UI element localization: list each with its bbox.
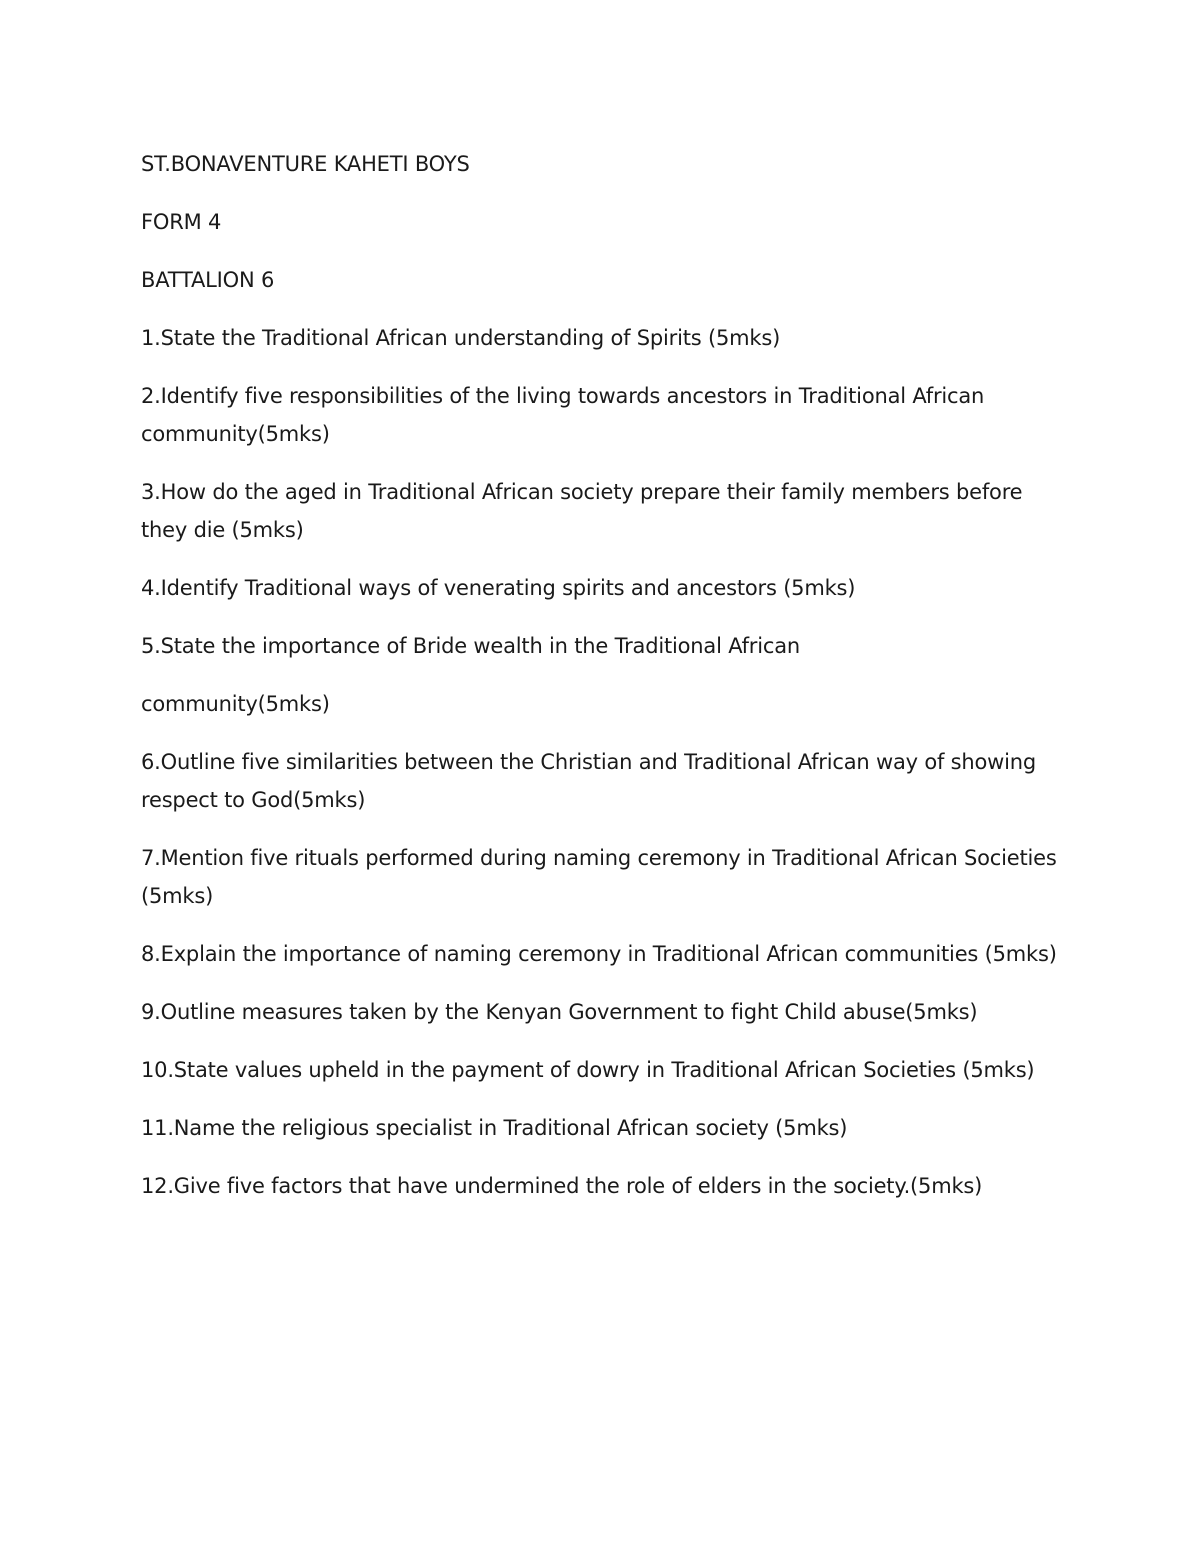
question-12: 12.Give five factors that have undermined the role of elders in the society.(5mks) (141, 1174, 983, 1198)
question-4: 4.Identify Traditional ways of venerating spirits and ancestors (5mks) (141, 576, 856, 600)
question-7: 7.Mention five rituals performed during naming ceremony in Traditional African Societies (5mks) (141, 846, 1057, 908)
question-3: 3.How do the aged in Traditional African society prepare their family members before they die (5mks) (141, 480, 1023, 542)
question-10: 10.State values upheld in the payment of dowry in Traditional African Societies (5mks) (141, 1058, 1035, 1082)
question-8: 8.Explain the importance of naming ceremony in Traditional African communities (5mks) (141, 942, 1057, 966)
question-6: 6.Outline five similarities between the Christian and Traditional African way of showing respect to God(5mks) (141, 750, 1036, 812)
battalion-label: BATTALION 6 (141, 268, 275, 292)
question-9: 9.Outline measures taken by the Kenyan Government to fight Child abuse(5mks) (141, 1000, 978, 1024)
school-name: ST.BONAVENTURE KAHETI BOYS (141, 152, 470, 176)
question-11: 11.Name the religious specialist in Traditional African society (5mks) (141, 1116, 848, 1140)
document-page (141, 145, 1071, 1225)
question-5: 5.State the importance of Bride wealth in the Traditional African (141, 634, 801, 658)
question-1: 1.State the Traditional African understanding of Spirits (5mks) (141, 326, 781, 350)
form-label: FORM 4 (141, 210, 222, 234)
question-2: 2.Identify five responsibilities of the living towards ancestors in Traditional African community(5mks) (141, 384, 985, 446)
question-5-continuation: community(5mks) (141, 692, 330, 716)
